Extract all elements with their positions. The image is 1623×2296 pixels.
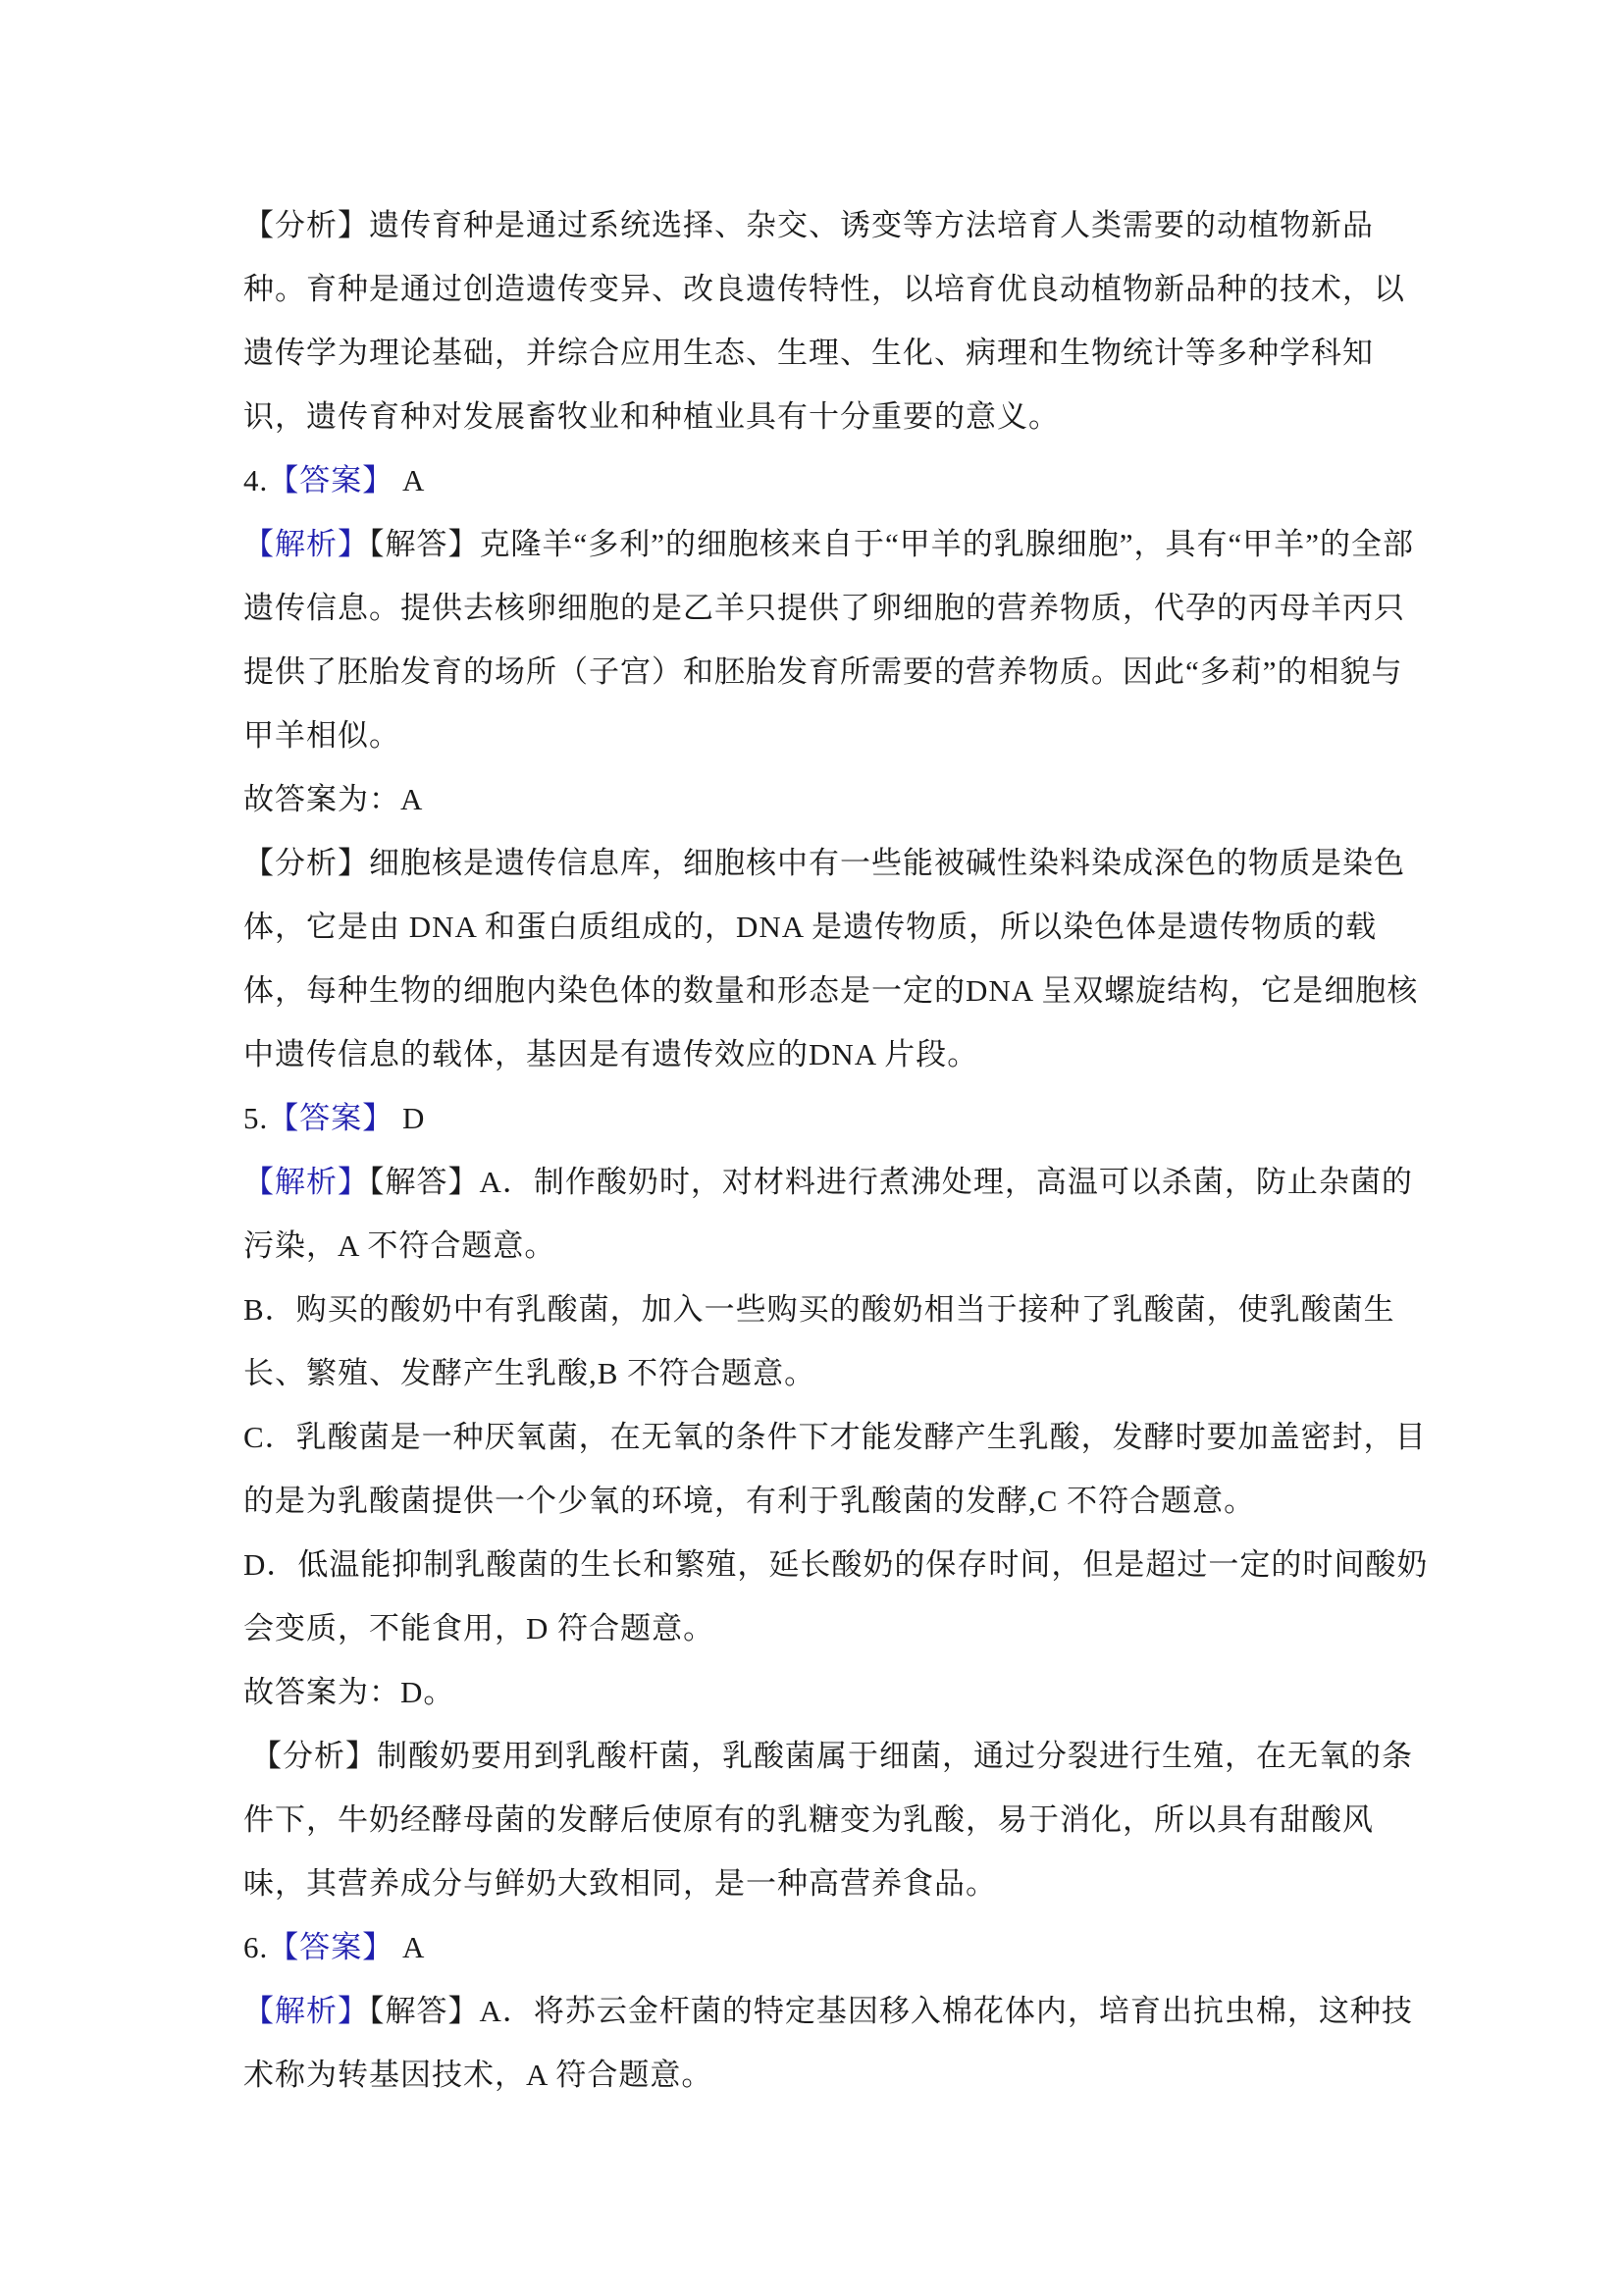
- document-line: [243, 321, 1436, 385]
- text-segment: 故答案为：D。: [243, 1675, 455, 1709]
- text-segment: 中遗传信息的载体，基因是有遗传效应的DNA 片段。: [243, 1037, 979, 1071]
- label-highlighted: 【答案】: [268, 1101, 394, 1135]
- text-segment: 提供了胚胎发育的场所（子宫）和胚胎发育所需要的营养物质。因此“多莉”的相貌与: [243, 654, 1403, 689]
- document-line: [243, 1660, 1436, 1724]
- document-line: [243, 831, 1436, 895]
- text-segment: 会变质，不能食用，D 符合题意。: [243, 1611, 715, 1645]
- text-segment: 件下，牛奶经酵母菌的发酵后使原有的乳糖变为乳酸，易于消化，所以具有甜酸风: [243, 1802, 1374, 1837]
- document-line: [243, 1278, 1436, 1341]
- text-segment: 体，它是由 DNA 和蛋白质组成的，DNA 是遗传物质，所以染色体是遗传物质的载: [243, 910, 1378, 944]
- text-segment: D: [393, 1101, 426, 1135]
- text-segment: 【分析】制酸奶要用到乳酸杆菌，乳酸菌属于细菌，通过分裂进行生殖，在无氧的条: [251, 1739, 1413, 1773]
- document-line: [243, 959, 1436, 1022]
- document-line: [243, 2043, 1436, 2107]
- text-segment: 体，每种生物的细胞内染色体的数量和形态是一定的DNA 呈双螺旋结构，它是细胞核: [243, 973, 1419, 1008]
- text-segment: D．低温能抑制乳酸菌的生长和繁殖，延长酸奶的保存时间，但是超过一定的时间酸奶: [243, 1547, 1429, 1582]
- document-line: [243, 767, 1436, 831]
- text-segment: 【解答】A．将苏云金杆菌的特定基因移入棉花体内，培育出抗虫棉，这种技: [369, 1994, 1413, 2028]
- document-line: [243, 257, 1436, 321]
- text-segment: 【解答】A．制作酸奶时，对材料进行煮沸处理，高温可以杀菌，防止杂菌的: [369, 1165, 1413, 1199]
- document-line: [243, 193, 1436, 257]
- document-line: [243, 1405, 1436, 1469]
- document-line: [243, 1852, 1436, 1915]
- document-content: [243, 193, 1436, 2107]
- document-line: [243, 1086, 1436, 1150]
- text-segment: B．购买的酸奶中有乳酸菌，加入一些购买的酸奶相当于接种了乳酸菌，使乳酸菌生: [243, 1292, 1395, 1327]
- text-segment: C．乳酸菌是一种厌氧菌，在无氧的条件下才能发酵产生乳酸，发酵时要加盖密封，目: [243, 1420, 1427, 1454]
- text-segment: 遗传信息。提供去核卵细胞的是乙羊只提供了卵细胞的营养物质，代孕的丙母羊丙只: [243, 591, 1405, 625]
- text-segment: 4.: [243, 463, 269, 497]
- text-segment: 污染，A 不符合题意。: [243, 1228, 556, 1263]
- document-line: [243, 1533, 1436, 1596]
- text-segment: 长、繁殖、发酵产生乳酸,B 不符合题意。: [243, 1356, 816, 1390]
- text-segment: 味，其营养成分与鲜奶大致相同，是一种高营养食品。: [243, 1866, 997, 1901]
- text-segment: 种。育种是通过创造遗传变异、改良遗传特性，以培育优良动植物新品种的技术，以: [243, 272, 1405, 306]
- text-segment: 的是为乳酸菌提供一个少氧的环境，有利于乳酸菌的发酵,C 不符合题意。: [243, 1484, 1256, 1518]
- label-highlighted: 【解析】: [243, 1165, 369, 1199]
- document-line: [243, 704, 1436, 767]
- document-line: [243, 385, 1436, 448]
- text-segment: A: [393, 1930, 426, 1964]
- document-line: [243, 895, 1436, 959]
- document-line: [243, 1214, 1436, 1278]
- text-segment: 【分析】遗传育种是通过系统选择、杂交、诱变等方法培育人类需要的动植物新品: [243, 208, 1374, 242]
- document-line: [243, 1150, 1436, 1214]
- document-line: [243, 448, 1436, 512]
- document-line: [243, 576, 1436, 640]
- document-line: [243, 1979, 1436, 2043]
- text-segment: 6.: [243, 1930, 269, 1964]
- text-segment: 5.: [243, 1101, 269, 1135]
- text-segment: A: [393, 463, 426, 497]
- document-line: [243, 640, 1436, 704]
- label-highlighted: 【解析】: [243, 527, 369, 561]
- label-highlighted: 【解析】: [243, 1994, 369, 2028]
- document-line: [243, 512, 1436, 576]
- document-line: [243, 1022, 1436, 1086]
- document-line: [243, 1788, 1436, 1852]
- document-line: [243, 1596, 1436, 1660]
- document-line: [243, 1341, 1436, 1405]
- text-segment: 术称为转基因技术，A 符合题意。: [243, 2058, 713, 2092]
- text-segment: 遗传学为理论基础，并综合应用生态、生理、生化、病理和生物统计等多种学科知: [243, 336, 1374, 370]
- text-segment: 【解答】克隆羊“多利”的细胞核来自于“甲羊的乳腺细胞”，具有“甲羊”的全部: [369, 527, 1415, 561]
- text-segment: 故答案为：A: [243, 782, 424, 816]
- label-highlighted: 【答案】: [268, 1930, 394, 1964]
- text-segment: 甲羊相似。: [243, 718, 400, 753]
- text-segment: 识，遗传育种对发展畜牧业和种植业具有十分重要的意义。: [243, 399, 1060, 434]
- document-line: [243, 1724, 1436, 1788]
- document-line: [243, 1915, 1436, 1979]
- document-line: [243, 1469, 1436, 1533]
- label-highlighted: 【答案】: [268, 463, 394, 497]
- text-segment: 【分析】细胞核是遗传信息库，细胞核中有一些能被碱性染料染成深色的物质是染色: [243, 846, 1405, 880]
